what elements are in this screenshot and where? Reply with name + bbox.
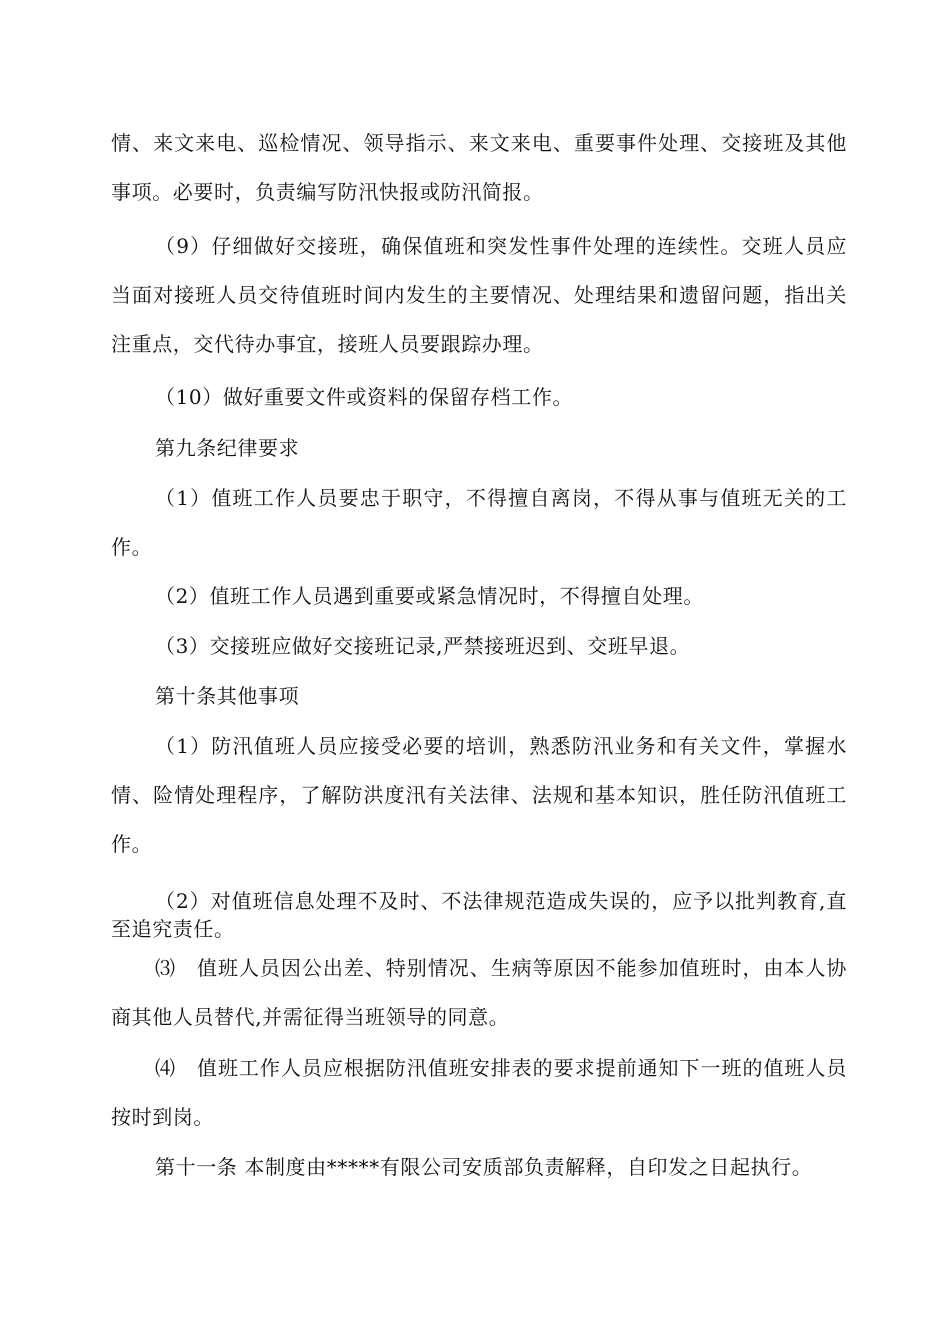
paragraph-item-9-handover: （9）仔细做好交接班，确保值班和突发性事件处理的连续性。交班人员应当面对接班人员交待值班时间内发生的主要情况、处理结果和遗留问题，指出关注重点，交代待办事宜，接班人员要跟踪办理。	[111, 234, 847, 356]
paragraph-discipline-item-3: （3）交接班应做好交接班记录,严禁接班迟到、交班早退。	[155, 634, 691, 658]
paragraph-other-item-2-responsibility: （2）对值班信息处理不及时、不法律规范造成失误的，应予以批判教育,直至追究责任。	[111, 889, 847, 941]
paragraph-other-item-1-training: （1）防汛值班人员应接受必要的培训，熟悉防汛业务和有关文件，掌握水情、险情处理程序，了解防洪度汛有关法律、法规和基本知识，胜任防汛值班工作。	[111, 734, 847, 856]
paragraph-article-11-interpretation: 第十一条 本制度由*****有限公司安质部负责解释，自印发之日起执行。	[155, 1155, 813, 1179]
paragraph-discipline-item-2: （2）值班工作人员遇到重要或紧急情况时，不得擅自处理。	[155, 584, 704, 608]
paragraph-other-item-3-substitute: ⑶ 值班人员因公出差、特别情况、生病等原因不能参加值班时，由本人协商其他人员替代,并需征得当班领导的同意。	[111, 956, 847, 1029]
paragraph-duty-record-continued: 情、来文来电、巡检情况、领导指示、来文来电、重要事件处理、交接班及其他事项。必要时，负责编写防汛快报或防汛简报。	[111, 131, 847, 204]
heading-article-9-discipline: 第九条纪律要求	[155, 436, 300, 460]
paragraph-item-10-archiving: （10）做好重要文件或资料的保留存档工作。	[155, 385, 574, 409]
heading-article-10-other-matters: 第十条其他事项	[155, 684, 300, 708]
paragraph-other-item-4-notice: ⑷ 值班工作人员应根据防汛值班安排表的要求提前通知下一班的值班人员按时到岗。	[111, 1056, 847, 1129]
paragraph-discipline-item-1: （1）值班工作人员要忠于职守，不得擅自离岗，不得从事与值班无关的工作。	[111, 486, 847, 559]
